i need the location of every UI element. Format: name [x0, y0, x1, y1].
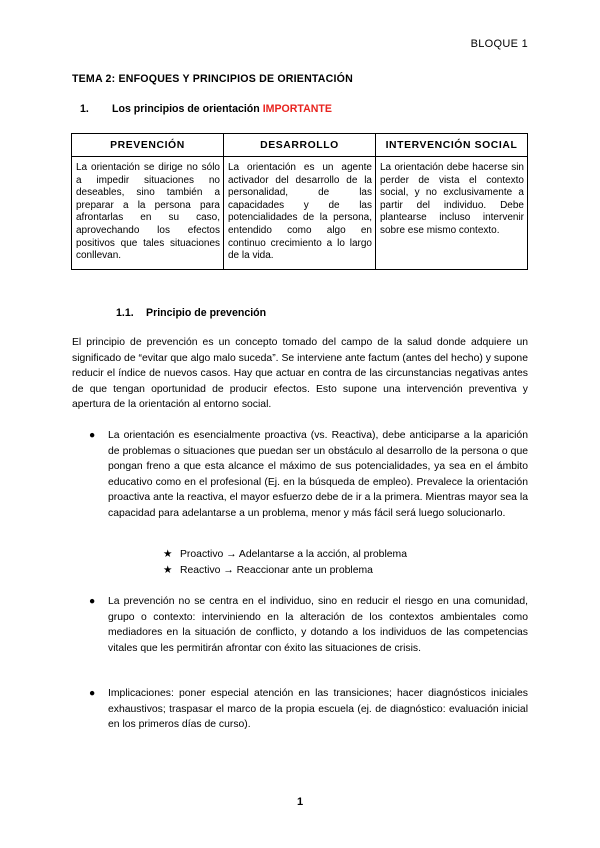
- section-1-number: 1.: [80, 103, 89, 115]
- section-1-1-number: 1.1.: [116, 307, 134, 319]
- star-item: [163, 547, 407, 563]
- header-desarrollo: DESARROLLO: [224, 134, 376, 157]
- header-intervencion-social: INTERVENCIÓN SOCIAL: [376, 134, 528, 157]
- intro-paragraph: El principio de prevención es un concepto tomado del campo de la salud donde adquiere un significado de “evitar que algo malo suceda”. Se interviene ante factum (antes del hecho) y supone reducir el índice de nuevos casos. Hay que actuar en contra de las circunstancias negativas antes de que tengan oportunidad de producir efectos. Esto supone una intervención preventiva y apertura de la orientación al entorno social.: [72, 337, 528, 411]
- star-text: Proactivo → Adelantarse a la acción, al problema: [180, 549, 407, 560]
- list-item: [89, 594, 528, 656]
- cell-prevencion: La orientación se dirige no sólo a impedir situaciones no deseables, sino también a preparar a la persona para afrontarlas en su caso, aprovechando los efectos positivos que tales situaciones conllevan.: [72, 157, 224, 270]
- bullet-icon: ●: [89, 596, 96, 607]
- section-1-1-title: Principio de prevención: [146, 307, 267, 319]
- section-1-heading: [80, 103, 332, 115]
- block-label: BLOQUE 1: [470, 38, 528, 50]
- list-item: [89, 686, 528, 733]
- star-icon: ★: [163, 549, 173, 560]
- star-icon: ★: [163, 565, 173, 576]
- topic-title: TEMA 2: ENFOQUES Y PRINCIPIOS DE ORIENTACIÓN: [72, 73, 353, 85]
- bullet-text: La prevención no se centra en el individuo, sino en reducir el riesgo en una comunidad, grupo o contexto: interviniendo en la alteración de los contextos ambientales como mediadores en la situación de conflicto, y dotando a los individuos de las competencias vitales que les permitirán afrontar con éxito las situaciones de crisis.: [108, 596, 528, 654]
- section-1-1-heading: [116, 307, 266, 319]
- principles-table: [71, 133, 528, 270]
- cell-desarrollo: La orientación es un agente activador del desarrollo de la personalidad, de las capacidades y de las potencialidades de la persona, entendido como algo en continuo crecimiento a lo largo de la vida.: [224, 157, 376, 270]
- page-number: 1: [296, 796, 304, 808]
- bullet-text: La orientación es esencialmente proactiva (vs. Reactiva), debe anticiparse a la aparición de problemas o situaciones que puedan ser un obstáculo al desarrollo de la persona o que pongan freno a que esta alcance el máximo de sus potencialidades, ya sea en el ámbito educativo como en el profesional (Ej. en la búsqueda de empleo). Prevalece la orientación proactiva ante la reactiva, el mayor esfuerzo debe de ir a la primera. Mientras mayor sea la capacidad para adelantarse a un problema, menor y más fácil será luego solucionarlo.: [108, 430, 528, 519]
- header-prevencion: PREVENCIÓN: [72, 134, 224, 157]
- section-1-title: Los principios de orientación: [112, 103, 263, 115]
- table-header-row: [72, 134, 528, 157]
- list-item: [89, 428, 528, 522]
- bullet-icon: ●: [89, 688, 96, 699]
- important-highlight: IMPORTANTE: [262, 103, 332, 115]
- table-row: [72, 157, 528, 270]
- bullet-text: Implicaciones: poner especial atención en las transiciones; hacer diagnósticos iniciales exhaustivos; traspasar el marco de la propia escuela (ej. de diagnóstico: evaluación inicial en los primeros días de curso).: [108, 688, 528, 731]
- bullet-icon: ●: [89, 430, 96, 441]
- cell-intervencion-social: La orientación debe hacerse sin perder de vista el contexto social, y no exclusivamente a partir del individuo. Debe plantearse incluso intervenir sobre ese mismo contexto.: [376, 157, 528, 270]
- star-item: [163, 563, 373, 579]
- star-text: Reactivo → Reaccionar ante un problema: [180, 565, 373, 576]
